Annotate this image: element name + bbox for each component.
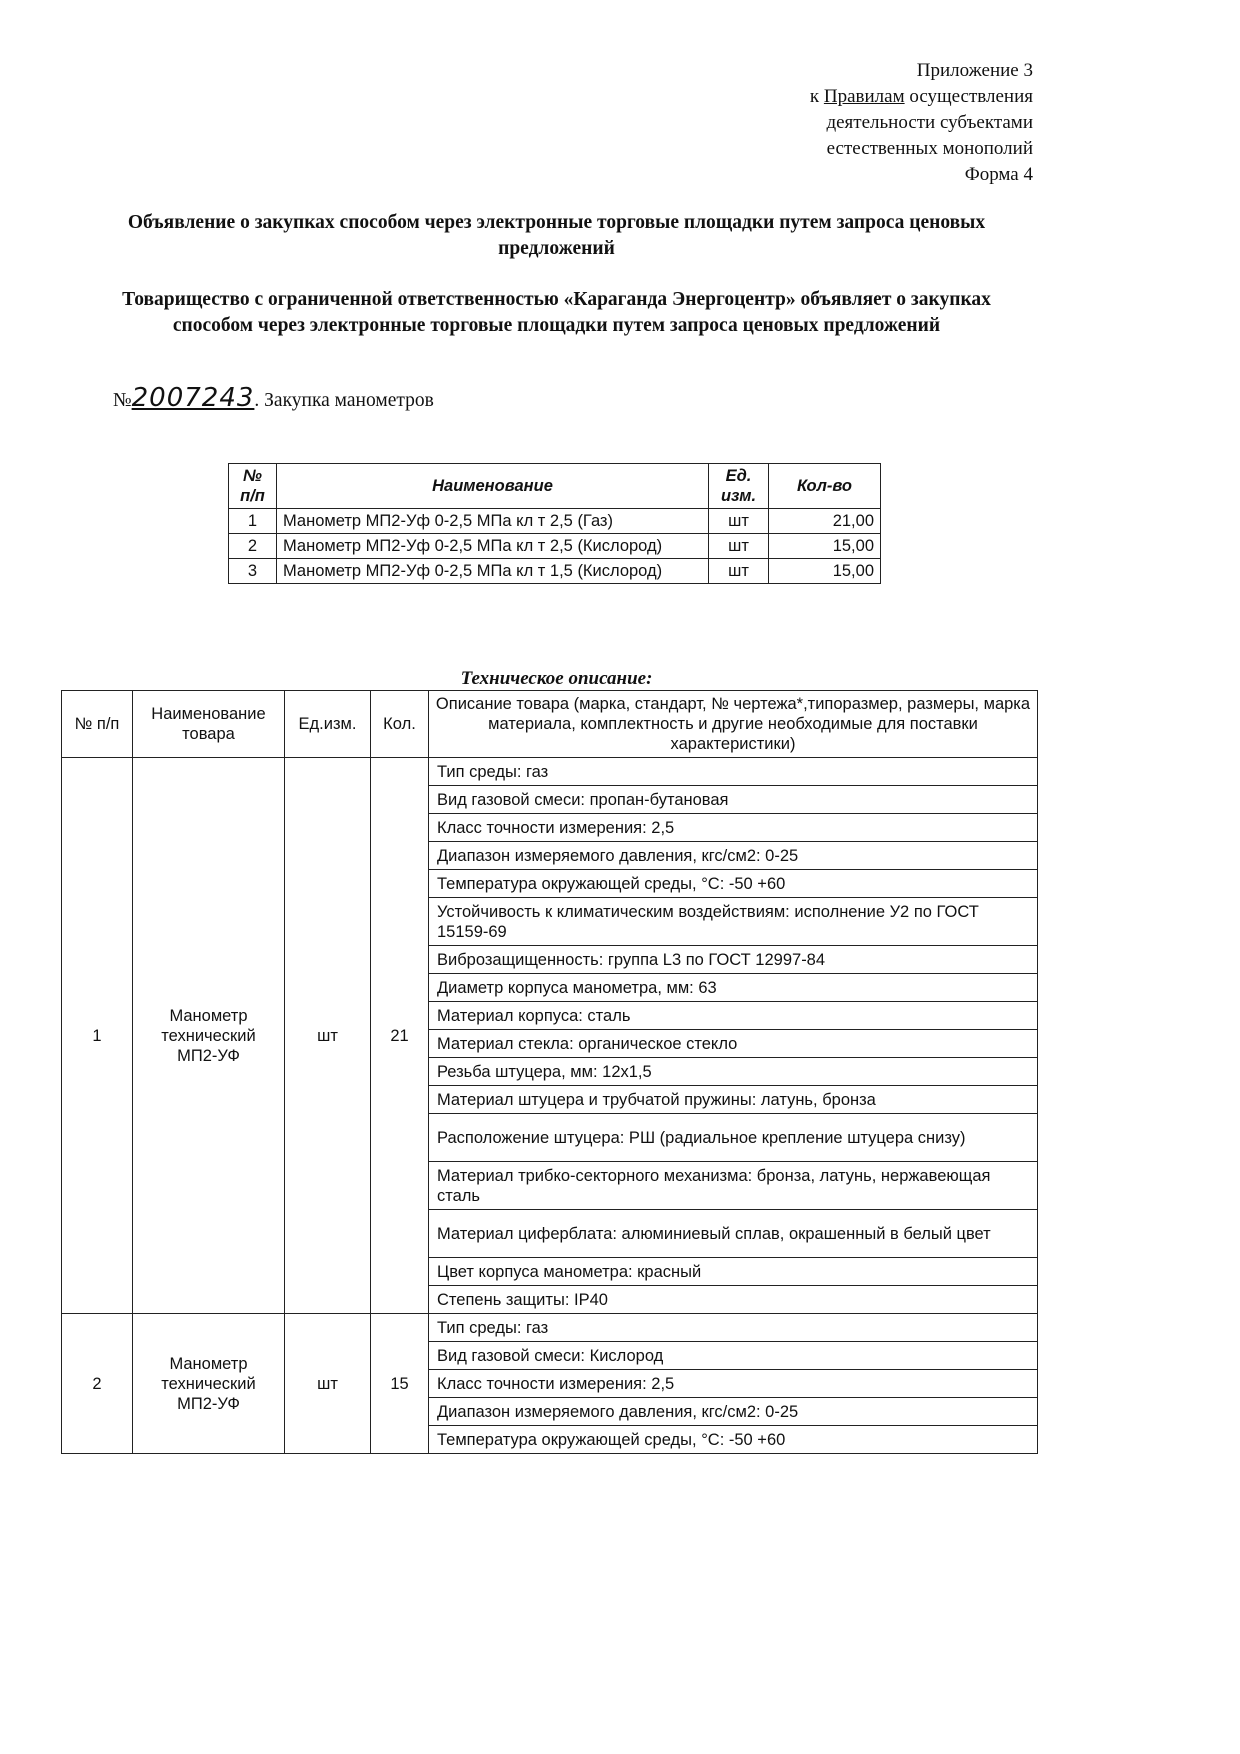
cell-qty: 15,00 <box>769 559 881 584</box>
lot-line <box>113 383 434 413</box>
spec-cell: Материал штуцера и трубчатой пружины: латунь, бронза <box>429 1086 1038 1114</box>
header-name: Наименование <box>277 464 709 509</box>
cell-no: 3 <box>229 559 277 584</box>
spec-cell: Материал стекла: органическое стекло <box>429 1030 1038 1058</box>
header-qty: Кол-во <box>769 464 881 509</box>
spec-cell: Степень защиты: IP40 <box>429 1286 1038 1314</box>
tech-description-table <box>61 690 1038 1454</box>
lot-number: 2007243 <box>131 383 255 413</box>
spec-cell: Тип среды: газ <box>429 758 1038 786</box>
lot-title: . Закупка манометров <box>254 390 434 411</box>
appendix-line: деятельности субъектами <box>826 112 1033 133</box>
lot-prefix: № <box>113 390 132 411</box>
cell-qty: 21,00 <box>769 509 881 534</box>
tech-description-title: Техническое описание: <box>460 668 653 689</box>
table-row <box>229 559 881 584</box>
spec-cell: Виброзащищенность: группа L3 по ГОСТ 12997-84 <box>429 946 1038 974</box>
form-number: Форма 4 <box>964 164 1033 185</box>
cell-unit: шт <box>709 509 769 534</box>
cell-name: Манометр МП2-Уф 0-2,5 МПа кл т 2,5 (Газ) <box>277 509 709 534</box>
header-unit: Ед. изм. <box>709 464 769 509</box>
header-unit: Ед.изм. <box>285 691 371 758</box>
cell-no: 1 <box>62 758 133 1314</box>
header-qty: Кол. <box>371 691 429 758</box>
cell-no: 1 <box>229 509 277 534</box>
spec-cell: Температура окружающей среды, °С: -50 +60 <box>429 1426 1038 1454</box>
rules-link[interactable]: Правилам <box>823 86 905 107</box>
appendix-block <box>810 58 1033 188</box>
spec-cell: Резьба штуцера, мм: 12х1,5 <box>429 1058 1038 1086</box>
appendix-text: осуществления <box>904 86 1033 107</box>
cell-unit: шт <box>285 758 371 1314</box>
spec-cell: Класс точности измерения: 2,5 <box>429 1370 1038 1398</box>
cell-unit: шт <box>709 559 769 584</box>
spec-cell: Диапазон измеряемого давления, кгс/см2: 0-25 <box>429 1398 1038 1426</box>
document-title: Объявление о закупках способом через электронные торговые площадки путем запроса ценовых предложений <box>127 212 986 259</box>
appendix-line: естественных монополий <box>826 138 1033 159</box>
spec-cell: Класс точности измерения: 2,5 <box>429 814 1038 842</box>
cell-name: Манометр технический МП2-УФ <box>133 1314 285 1454</box>
spec-cell: Устойчивость к климатическим воздействиям: исполнение У2 по ГОСТ 15159-69 <box>429 898 1038 946</box>
spec-cell: Диапазон измеряемого давления, кгс/см2: 0-25 <box>429 842 1038 870</box>
spec-cell: Цвет корпуса манометра: красный <box>429 1258 1038 1286</box>
spec-cell: Расположение штуцера: РШ (радиальное крепление штуцера снизу) <box>429 1114 1038 1162</box>
cell-name: Манометр МП2-Уф 0-2,5 МПа кл т 2,5 (Кислород) <box>277 534 709 559</box>
cell-name: Манометр МП2-Уф 0-2,5 МПа кл т 1,5 (Кислород) <box>277 559 709 584</box>
spec-cell: Температура окружающей среды, °С: -50 +60 <box>429 870 1038 898</box>
header-no: № п/п <box>62 691 133 758</box>
header-no: № п/п <box>229 464 277 509</box>
cell-no: 2 <box>229 534 277 559</box>
cell-unit: шт <box>709 534 769 559</box>
spec-cell: Материал трибко-секторного механизма: бронза, латунь, нержавеющая сталь <box>429 1162 1038 1210</box>
cell-qty: 21 <box>371 758 429 1314</box>
spec-row <box>62 758 1038 786</box>
table-row <box>229 534 881 559</box>
header-name: Наименование товара <box>133 691 285 758</box>
table-row <box>229 509 881 534</box>
appendix-text: к <box>809 86 824 107</box>
cell-name: Манометр технический МП2-УФ <box>133 758 285 1314</box>
summary-table <box>228 463 881 584</box>
cell-no: 2 <box>62 1314 133 1454</box>
cell-qty: 15 <box>371 1314 429 1454</box>
cell-qty: 15,00 <box>769 534 881 559</box>
announcement-text: Товарищество с ограниченной ответственностью «Караганда Энергоцентр» объявляет о закупках способом через электронные торговые площадки путем запроса ценовых предложений <box>122 289 991 336</box>
spec-cell: Тип среды: газ <box>429 1314 1038 1342</box>
appendix-line: Приложение 3 <box>916 60 1033 81</box>
spec-cell: Вид газовой смеси: Кислород <box>429 1342 1038 1370</box>
cell-unit: шт <box>285 1314 371 1454</box>
appendix-line <box>810 84 1033 110</box>
spec-row <box>62 1314 1038 1342</box>
header-description: Описание товара (марка, стандарт, № чертежа*,типоразмер, размеры, марка материала, комплектность и другие необходимые для поставки характеристики) <box>429 691 1038 758</box>
spec-cell: Вид газовой смеси: пропан-бутановая <box>429 786 1038 814</box>
tech-header-row <box>62 691 1038 758</box>
spec-cell: Материал циферблата: алюминиевый сплав, окрашенный в белый цвет <box>429 1210 1038 1258</box>
spec-cell: Материал корпуса: сталь <box>429 1002 1038 1030</box>
summary-header-row <box>229 464 881 509</box>
spec-cell: Диаметр корпуса манометра, мм: 63 <box>429 974 1038 1002</box>
